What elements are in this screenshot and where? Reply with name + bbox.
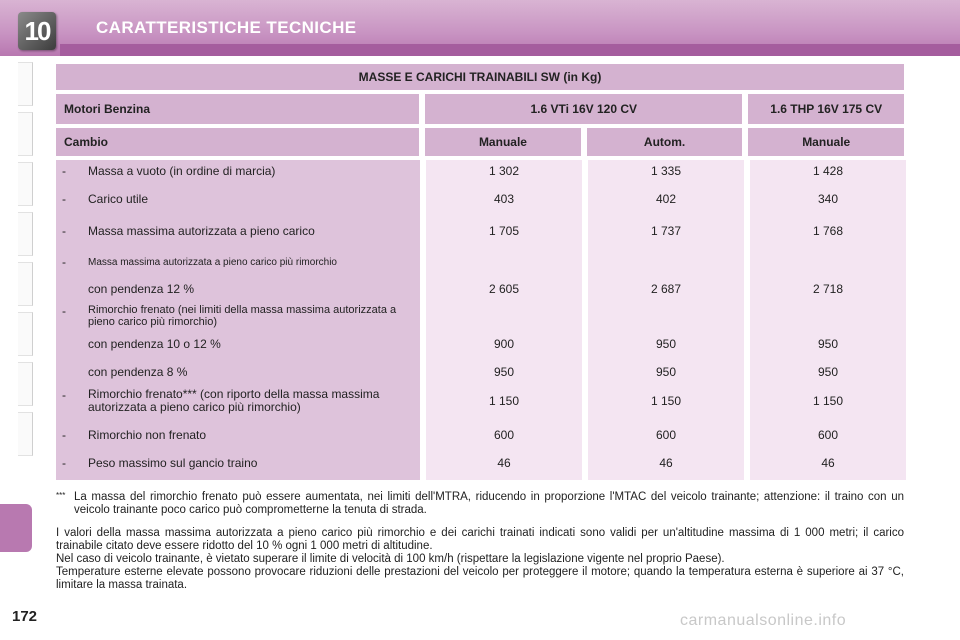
chapter-tab[interactable] [18, 212, 33, 256]
footnote [56, 491, 904, 517]
gearbox-col-1: Manuale [425, 128, 581, 156]
gearbox-col-2: Autom. [587, 128, 743, 156]
notes [56, 527, 904, 592]
masses-table [56, 64, 904, 480]
chapter-tab[interactable] [18, 112, 33, 156]
row-label: Massa massima autorizzata a pieno carico [88, 223, 315, 238]
row-label: con pendenza 10 o 12 % [88, 336, 221, 351]
table-row: - Peso massimo sul gancio traino 46 46 46 [62, 455, 835, 470]
row-label: con pendenza 8 % [88, 364, 188, 379]
table-row: - Carico utile 403 402 340 [62, 191, 839, 206]
chapter-tab-active[interactable] [0, 504, 32, 552]
table-row: - Rimorchio non frenato 600 600 600 [62, 427, 839, 442]
table-body [56, 160, 904, 480]
header-band [60, 44, 960, 56]
table-row: - Massa massima autorizzata a pieno carico 1 705 1 737 1 768 [62, 223, 844, 238]
note-paragraph: I valori della massa massima autorizzata a pieno carico più rimorchio e dei carichi trainati indicati sono validi per un'altitudine massima di 1 000 metri; il carico trainabile citato deve essere ridotto del 10 % ogni 1 000 metri di altitudine. [56, 527, 904, 552]
table-row: - Massa a vuoto (in ordine di marcia) 1 302 1 335 1 428 [62, 163, 844, 178]
note-paragraph: Nel caso di veicolo trainante, è vietato superare il limite di velocità di 100 km/h (rispettare la legislazione vigente nel proprio Paese). [56, 553, 725, 565]
row-label: Massa massima autorizzata a pieno carico più rimorchio [88, 256, 337, 268]
engine-1: 1.6 VTi 16V 120 CV [425, 94, 742, 124]
gearbox-label: Cambio [56, 128, 419, 156]
table-row: con pendenza 8 % 950 950 950 [88, 364, 839, 379]
footnote-mark: *** [56, 491, 66, 500]
row-label: Peso massimo sul gancio traino [88, 455, 258, 470]
page-header [0, 0, 960, 56]
chapter-tab[interactable] [18, 362, 33, 406]
gearbox-col-3: Manuale [748, 128, 904, 156]
chapter-tab[interactable] [18, 62, 33, 106]
table-row: con pendenza 12 % 2 605 2 687 2 718 [88, 281, 844, 296]
footnote-text: La massa del rimorchio frenato può essere aumentata, nei limiti dell'MTRA, riducendo in proporzione l'MTAC del veicolo trainante; attenzione: il traino con un veicolo trainante poco carico può comprometterne la tenuta di strada. [74, 491, 904, 516]
row-label: Rimorchio non frenato [88, 427, 207, 442]
note-paragraph: Temperature esterne elevate possono provocare riduzioni delle prestazioni del veicolo per proteggere il motore; quando la temperatura esterna è superiore ai 37 °C, limitare la massa trainata. [56, 566, 904, 591]
table-row: - Rimorchio frenato*** (con riporto della massa massima autorizzata a pieno carico più rimorchio) 1 150 1 150 1 150 [62, 387, 844, 414]
watermark: carmanualsonline.info [680, 612, 847, 629]
row-label: Rimorchio frenato (nei limiti della massa massima autorizzata a pieno carico più rimorchio) [88, 304, 397, 328]
chapter-tab[interactable] [18, 162, 33, 206]
engine-label: Motori Benzina [56, 94, 419, 124]
row-label: Carico utile [88, 191, 149, 206]
engine-2: 1.6 THP 16V 175 CV [748, 94, 904, 124]
engine-header-row [56, 94, 904, 124]
chapter-tab[interactable] [18, 412, 33, 456]
chapter-tab[interactable] [18, 262, 33, 306]
chapter-tab[interactable] [18, 312, 33, 356]
table-row: - Massa massima autorizzata a pieno carico più rimorchio [56, 254, 904, 270]
row-label: con pendenza 12 % [88, 281, 195, 296]
table-title: MASSE E CARICHI TRAINABILI SW (in Kg) [56, 64, 904, 90]
row-label: Massa a vuoto (in ordine di marcia) [88, 163, 276, 178]
table-row: - Rimorchio frenato (nei limiti della massa massima autorizzata a pieno carico più rimorchio) [56, 303, 904, 331]
chapter-badge: 10 [18, 12, 56, 50]
row-label: Rimorchio frenato*** (con riporto della massa massima autorizzata a pieno carico più rimorchio) [88, 387, 380, 414]
table-row: con pendenza 10 o 12 % 900 950 950 [88, 336, 839, 351]
page-number: 172 [12, 608, 38, 625]
gearbox-header-row [56, 128, 904, 156]
page-title: CARATTERISTICHE TECNICHE [96, 18, 357, 37]
